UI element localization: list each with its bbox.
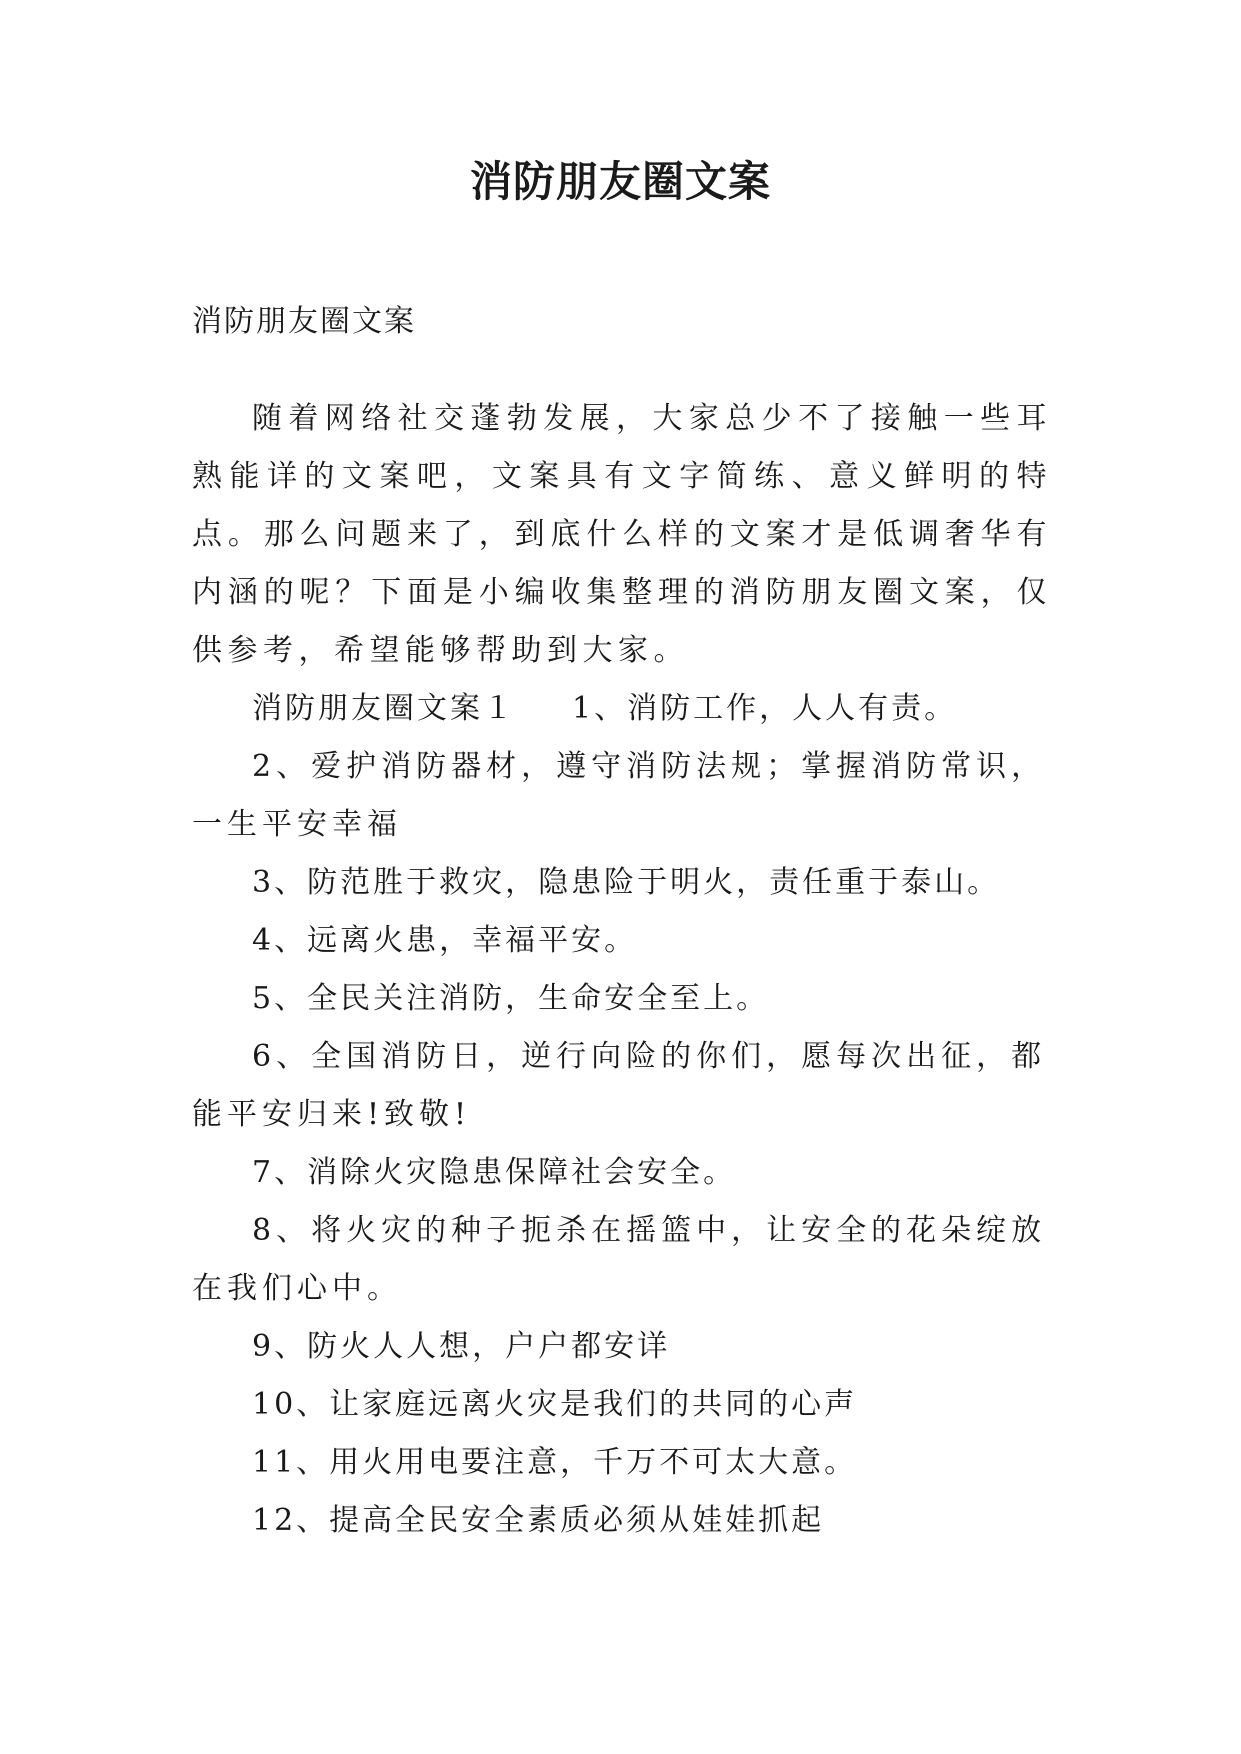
list-item: 11、用火用电要注意，千万不可太大意。 (252, 1445, 858, 1480)
document-body (192, 292, 1052, 1550)
list-item: 10、让家庭远离火灾是我们的共同的心声 (252, 1387, 858, 1422)
list-item: 6、全国消防日，逆行向险的你们，愿每次出征，都能平安归来!致敬! (192, 1039, 1047, 1132)
intro-paragraph: 随着网络社交蓬勃发展，大家总少不了接触一些耳熟能详的文案吧，文案具有文字简练、意义鲜明的特点。那么问题来了，到底什么样的文案才是低调奢华有内涵的呢？下面是小编收集整理的消防朋友圈文案，仅供参考，希望能够帮助到大家。 (192, 401, 1052, 668)
list-item: 4、远离火患，幸福平安。 (252, 923, 638, 958)
section-first-line (192, 680, 1052, 738)
document-subtitle: 消防朋友圈文案 (192, 304, 416, 339)
list-item: 9、防火人人想，户户都安详 (252, 1329, 671, 1364)
section-label: 消防朋友圈文案１ (252, 691, 516, 726)
list-item: 5、全民关注消防，生命安全至上。 (252, 981, 770, 1016)
list-item: 7、消除火灾隐患保障社会安全。 (252, 1155, 737, 1190)
list-item: 2、爱护消防器材，遵守消防法规；掌握消防常识，一生平安幸福 (192, 749, 1047, 842)
document-title: 消防朋友圈文案 (469, 157, 771, 206)
list-item: 12、提高全民安全素质必须从娃娃抓起 (252, 1503, 825, 1538)
list-item: 3、防范胜于救灾，隐患险于明火，责任重于泰山。 (252, 865, 1001, 900)
list-item: 8、将火灾的种子扼杀在摇篮中，让安全的花朵绽放在我们心中。 (192, 1213, 1047, 1306)
list-item: 1、消防工作，人人有责。 (572, 691, 958, 726)
